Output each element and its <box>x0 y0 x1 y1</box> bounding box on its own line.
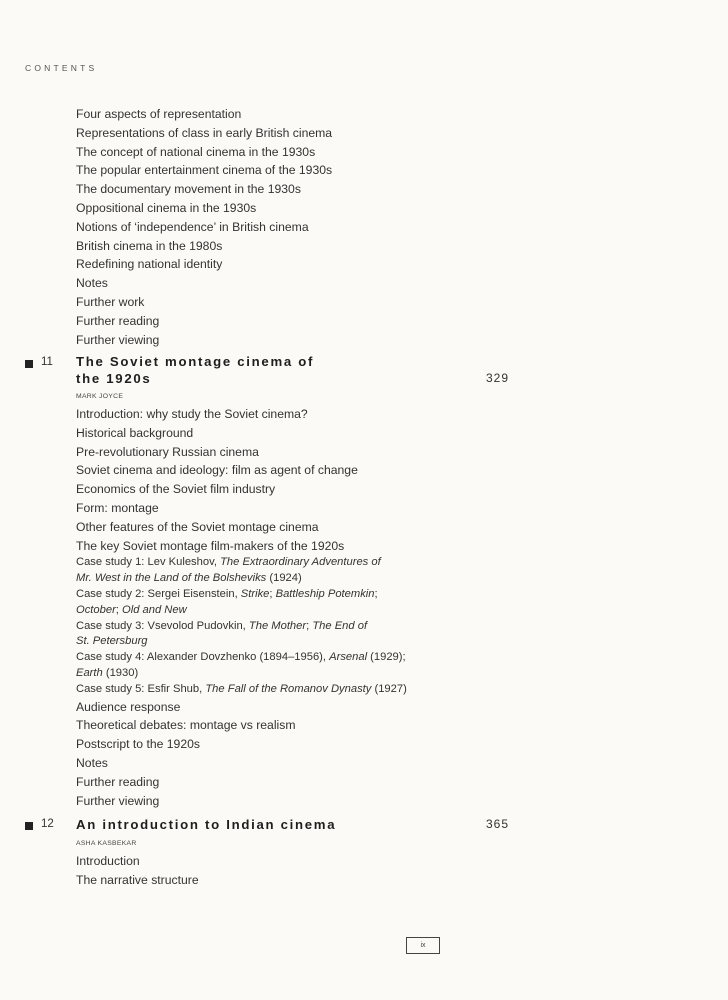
film-title: Mr. West in the Land of the Bolsheviks <box>76 572 267 585</box>
prev-chapter-items <box>76 105 496 349</box>
list-item: The narrative structure <box>76 872 199 887</box>
separator: ; <box>269 587 276 600</box>
list-item: The documentary movement in the 1930s <box>76 182 301 197</box>
case-study-text: Case study 3: Vsevolod Pudovkin, <box>76 619 249 632</box>
list-item: Soviet cinema and ideology: film as agent of change <box>76 463 358 478</box>
list-item: The popular entertainment cinema of the 1930s <box>76 163 333 178</box>
list-item: Oppositional cinema in the 1930s <box>76 200 257 215</box>
case-study-2 <box>76 587 496 619</box>
list-item: The key Soviet montage film-makers of the 1920s <box>76 538 345 553</box>
list-item: Introduction <box>76 854 140 868</box>
case-study-1 <box>76 555 496 587</box>
film-title: October <box>76 603 116 616</box>
list-item: Representations of class in early British cinema <box>76 125 333 140</box>
chapter-number: 12 <box>41 818 54 830</box>
list-item: Further work <box>76 294 145 309</box>
film-title: The Mother <box>248 619 307 632</box>
case-study-5 <box>76 682 496 698</box>
film-title: Arsenal <box>329 651 368 664</box>
chapter-title: An introduction to Indian cinema <box>76 817 337 832</box>
list-item: Economics of the Soviet film industry <box>76 482 276 497</box>
chapter-author: MARK JOYCE <box>76 393 124 400</box>
separator: ; <box>374 587 378 600</box>
case-study-3 <box>76 619 496 651</box>
list-item: Notes <box>76 276 108 291</box>
film-title: St. Petersburg <box>76 635 148 648</box>
list-item: Further reading <box>76 313 160 328</box>
film-title: Battleship Potemkin <box>275 587 375 600</box>
list-item: Theoretical debates: montage vs realism <box>76 718 296 733</box>
chapter-title-line: the 1920s <box>76 370 152 386</box>
separator: ; <box>115 603 123 616</box>
chapter-title-line: The Soviet montage cinema of <box>76 354 315 369</box>
chapter-author: ASHA KASBEKAR <box>76 840 137 847</box>
case-study-text: Case study 2: Sergei Eisenstein, <box>76 587 241 600</box>
contents-header: CONTENTS <box>25 63 98 73</box>
chapter-marker-icon <box>25 822 33 830</box>
list-item: Further viewing <box>76 332 160 347</box>
list-item: Notes <box>76 755 108 770</box>
film-title: The Extraordinary Adventures of <box>220 556 381 569</box>
case-study-text: (1924) <box>266 572 302 585</box>
list-item: Further reading <box>76 774 160 789</box>
separator: ; <box>306 619 313 632</box>
film-title: Strike <box>240 587 270 600</box>
case-study-text: (1930) <box>102 666 139 679</box>
list-item: Audience response <box>76 699 181 714</box>
film-title: The End of <box>312 619 368 632</box>
case-study-text: Case study 5: Esfir Shub, <box>76 682 206 695</box>
list-item: British cinema in the 1980s <box>76 238 223 253</box>
chapter-page-number: 365 <box>486 817 510 831</box>
chapter-marker-icon <box>25 360 33 368</box>
list-item: Introduction: why study the Soviet cinema? <box>76 407 308 421</box>
chapter-title <box>76 354 314 387</box>
chapter-number: 11 <box>41 356 53 368</box>
film-title: Old and New <box>122 603 187 616</box>
list-item: Form: montage <box>76 500 159 515</box>
case-study-text: (1927) <box>371 682 407 695</box>
film-title: Earth <box>76 666 103 679</box>
list-item: Historical background <box>76 425 194 440</box>
list-item: Other features of the Soviet montage cinema <box>76 519 319 534</box>
list-item: The concept of national cinema in the 1930s <box>76 144 316 159</box>
list-item: Redefining national identity <box>76 257 223 272</box>
case-study-text: Case study 1: Lev Kuleshov, <box>76 556 221 569</box>
chapter-12-items <box>76 852 496 890</box>
list-item: Postscript to the 1920s <box>76 737 200 752</box>
list-item: Further viewing <box>76 793 160 808</box>
case-study-text: Case study 4: Alexander Dovzhenko (1894–1956), <box>76 651 330 664</box>
film-title: The Fall of the Romanov Dynasty <box>205 682 372 695</box>
case-study-text: (1929); <box>367 651 406 664</box>
list-item: Notions of ‘independence’ in British cinema <box>76 219 309 234</box>
case-study-4 <box>76 650 496 682</box>
list-item: Pre-revolutionary Russian cinema <box>76 444 259 459</box>
page-folio: ix <box>406 937 440 954</box>
list-item: Four aspects of representation <box>76 107 242 121</box>
chapter-11-items <box>76 405 496 810</box>
chapter-page-number: 329 <box>486 371 510 385</box>
